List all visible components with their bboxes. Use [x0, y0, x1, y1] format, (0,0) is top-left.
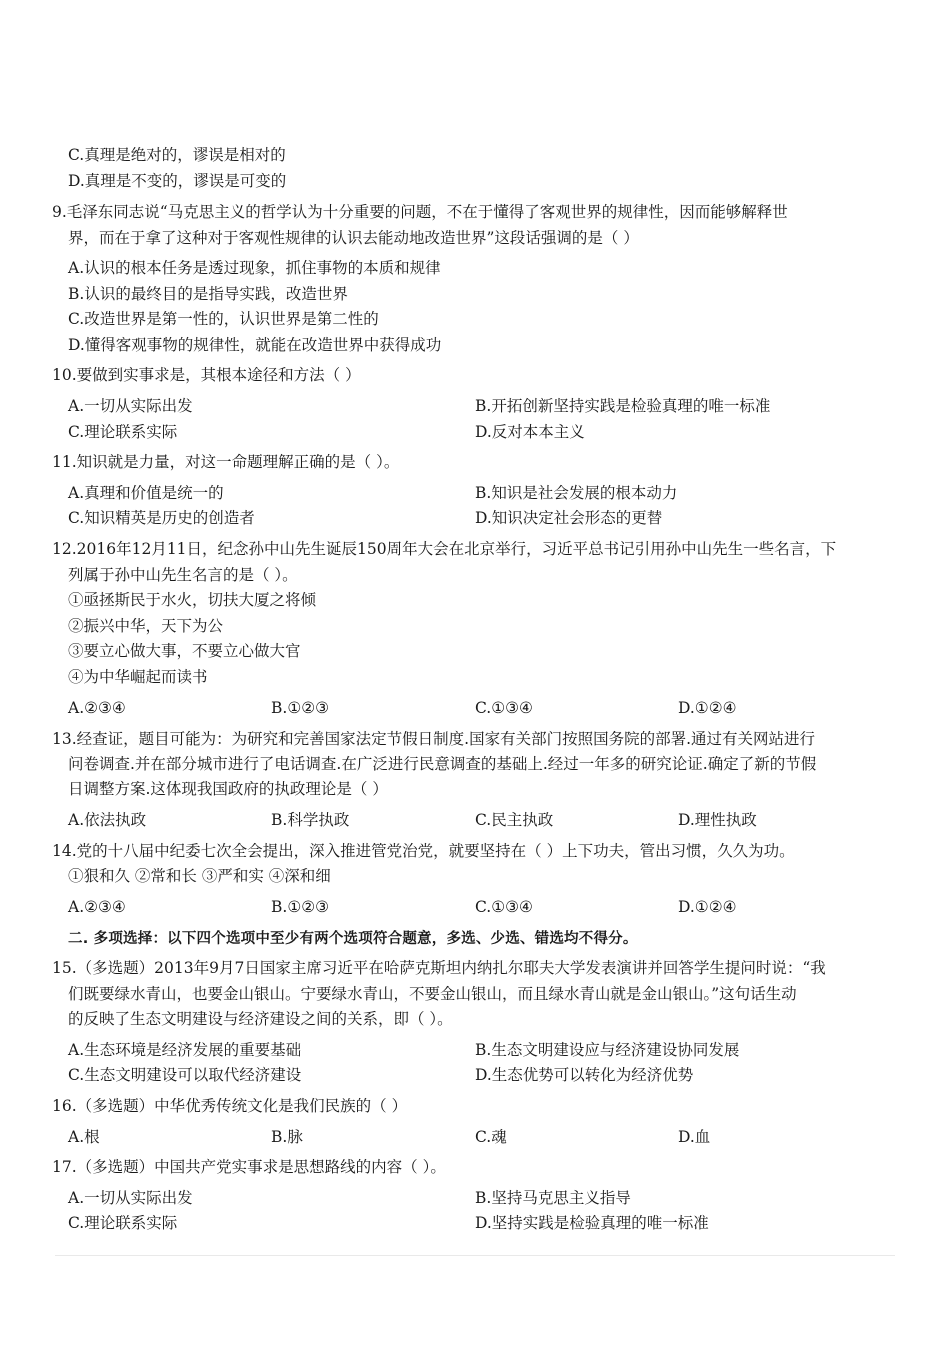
q11-option-c: C.知识精英是历史的创造者	[68, 509, 255, 527]
q11-option-d: D.知识决定社会形态的更替	[475, 509, 663, 527]
q15-option-b: B.生态文明建设应与经济建设协同发展	[475, 1041, 740, 1059]
q15-stem-line3: 的反映了生态文明建设与经济建设之间的关系，即（ ）。	[68, 1010, 453, 1028]
q12-option-a: A.②③④	[68, 699, 126, 717]
q13-stem-line1: 13.经查证，题目可能为：为研究和完善国家法定节假日制度.国家有关部门按照国务院的部署.通过有关网站进行	[52, 730, 816, 748]
q16-option-c: C.魂	[475, 1128, 507, 1146]
q9-option-a: A.认识的根本任务是透过现象，抓住事物的本质和规律	[68, 259, 441, 277]
q13-stem-line3: 日调整方案.这体现我国政府的执政理论是（ ）	[68, 780, 388, 798]
q10-option-d: D.反对本本主义	[475, 423, 585, 441]
q8-option-c: C.真理是绝对的，谬误是相对的	[68, 146, 286, 164]
q14-option-d: D.①②④	[678, 898, 737, 916]
q13-option-c: C.民主执政	[475, 811, 554, 829]
q17-option-d: D.坚持实践是检验真理的唯一标准	[475, 1214, 709, 1232]
q9-stem-line2: 界，而在于拿了这种对于客观性规律的认识去能动地改造世界”这段话强调的是（ ）	[68, 229, 639, 247]
q12-stem-line2: 列属于孙中山先生名言的是（ ）。	[68, 566, 298, 584]
q16-option-a: A.根	[68, 1128, 100, 1146]
q11-option-b: B.知识是社会发展的根本动力	[475, 484, 678, 502]
q12-option-d: D.①②④	[678, 699, 737, 717]
q17-stem: 17.（多选题）中国共产党实事求是思想路线的内容（ ）。	[52, 1158, 446, 1176]
q12-item-2: ②振兴中华，天下为公	[68, 617, 224, 635]
q11-option-a: A.真理和价值是统一的	[68, 484, 224, 502]
q14-stem-line2: ①狠和久 ②常和长 ③严和实 ④深和细	[68, 867, 331, 885]
q9-stem-line1: 9.毛泽东同志说“马克思主义的哲学认为十分重要的问题，不在于懂得了客观世界的规律性，因而能够解释世	[52, 203, 788, 221]
q10-option-b: B.开拓创新坚持实践是检验真理的唯一标准	[475, 397, 771, 415]
q8-option-d: D.真理是不变的，谬误是可变的	[68, 172, 287, 190]
q12-stem-line1: 12.2016年12月11日，纪念孙中山先生诞辰150周年大会在北京举行，习近平总书记引用孙中山先生一些名言，下	[52, 540, 837, 558]
q12-item-3: ③要立心做大事，不要立心做大官	[68, 642, 301, 660]
q13-option-b: B.科学执政	[271, 811, 350, 829]
q9-option-c: C.改造世界是第一性的，认识世界是第二性的	[68, 310, 379, 328]
q10-option-c: C.理论联系实际	[68, 423, 178, 441]
q15-option-c: C.生态文明建设可以取代经济建设	[68, 1066, 302, 1084]
q16-stem: 16.（多选题）中华优秀传统文化是我们民族的（ ）	[52, 1097, 408, 1115]
q17-option-a: A.一切从实际出发	[68, 1189, 193, 1207]
q14-option-a: A.②③④	[68, 898, 126, 916]
q15-stem-line2: 们既要绿水青山，也要金山银山。宁要绿水青山，不要金山银山，而且绿水青山就是金山银山。”这句话生动	[68, 985, 797, 1003]
q13-option-d: D.理性执政	[678, 811, 757, 829]
q12-option-c: C.①③④	[475, 699, 533, 717]
q14-option-b: B.①②③	[271, 898, 330, 916]
q13-option-a: A.依法执政	[68, 811, 147, 829]
q14-option-c: C.①③④	[475, 898, 533, 916]
q12-item-4: ④为中华崛起而读书	[68, 668, 208, 686]
footer-divider	[55, 1255, 895, 1256]
q17-option-b: B.坚持马克思主义指导	[475, 1189, 631, 1207]
q14-stem-line1: 14.党的十八届中纪委七次全会提出，深入推进管党治党，就要坚持在（ ）上下功夫，管出习惯，久久为功。	[52, 842, 795, 860]
q15-stem-line1: 15.（多选题）2013年9月7日国家主席习近平在哈萨克斯坦内纳扎尔耶夫大学发表演讲并回答学生提问时说：“我	[52, 959, 826, 977]
q12-option-b: B.①②③	[271, 699, 330, 717]
q17-option-c: C.理论联系实际	[68, 1214, 178, 1232]
q15-option-a: A.生态环境是经济发展的重要基础	[68, 1041, 302, 1059]
q11-stem: 11.知识就是力量，对这一命题理解正确的是（ ）。	[52, 453, 400, 471]
q10-option-a: A.一切从实际出发	[68, 397, 193, 415]
q13-stem-line2: 问卷调查.并在部分城市进行了电话调查.在广泛进行民意调查的基础上.经过一年多的研究论证.确定了新的节假	[68, 755, 817, 773]
q15-option-d: D.生态优势可以转化为经济优势	[475, 1066, 694, 1084]
q16-option-b: B.脉	[271, 1128, 303, 1146]
q9-option-d: D.懂得客观事物的规律性，就能在改造世界中获得成功	[68, 336, 442, 354]
q9-option-b: B.认识的最终目的是指导实践，改造世界	[68, 285, 348, 303]
q10-stem: 10.要做到实事求是，其根本途径和方法（ ）	[52, 366, 361, 384]
section-2-heading: 二. 多项选择：以下四个选项中至少有两个选项符合题意，多选、少选、错选均不得分。	[68, 931, 638, 947]
q12-item-1: ①亟拯斯民于水火，切扶大厦之将倾	[68, 591, 317, 609]
q16-option-d: D.血	[678, 1128, 711, 1146]
